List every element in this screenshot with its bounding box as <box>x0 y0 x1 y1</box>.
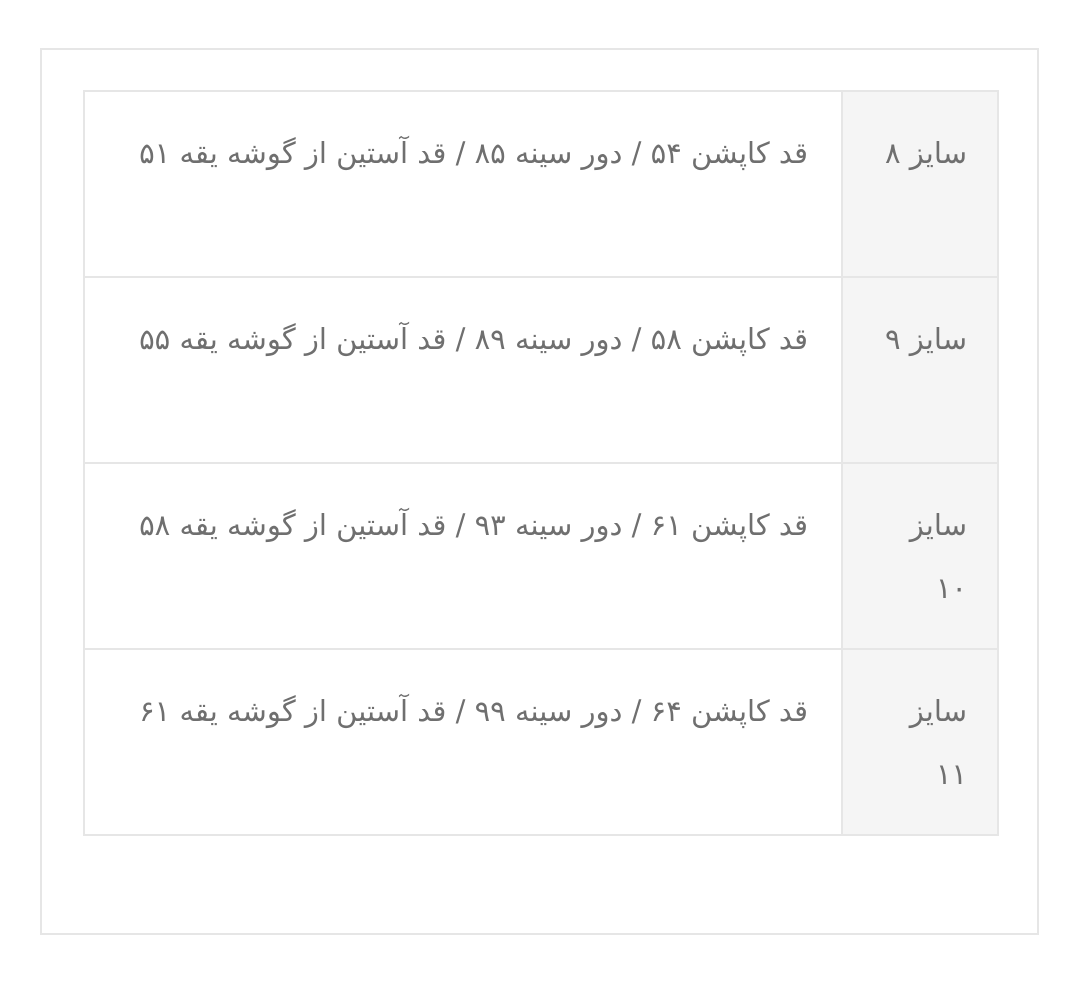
size-description-cell: قد کاپشن ۵۸ / دور سینه ۸۹ / قد آستین از گوشه یقه ۵۵ <box>84 277 842 463</box>
size-label-cell: سایز ۹ <box>842 277 998 463</box>
size-description-cell: قد کاپشن ۶۱ / دور سینه ۹۳ / قد آستین از گوشه یقه ۵۸ <box>84 463 842 649</box>
table-row <box>84 91 998 277</box>
size-table <box>83 90 999 836</box>
size-label-cell: سایز ۱۰ <box>842 463 998 649</box>
size-guide-panel <box>40 48 1039 935</box>
table-row <box>84 649 998 835</box>
size-label-cell: سایز ۱۱ <box>842 649 998 835</box>
size-label-cell: سایز ۸ <box>842 91 998 277</box>
table-row <box>84 277 998 463</box>
size-description-cell: قد کاپشن ۶۴ / دور سینه ۹۹ / قد آستین از گوشه یقه ۶۱ <box>84 649 842 835</box>
table-row <box>84 463 998 649</box>
size-description-cell: قد کاپشن ۵۴ / دور سینه ۸۵ / قد آستین از گوشه یقه ۵۱ <box>84 91 842 277</box>
